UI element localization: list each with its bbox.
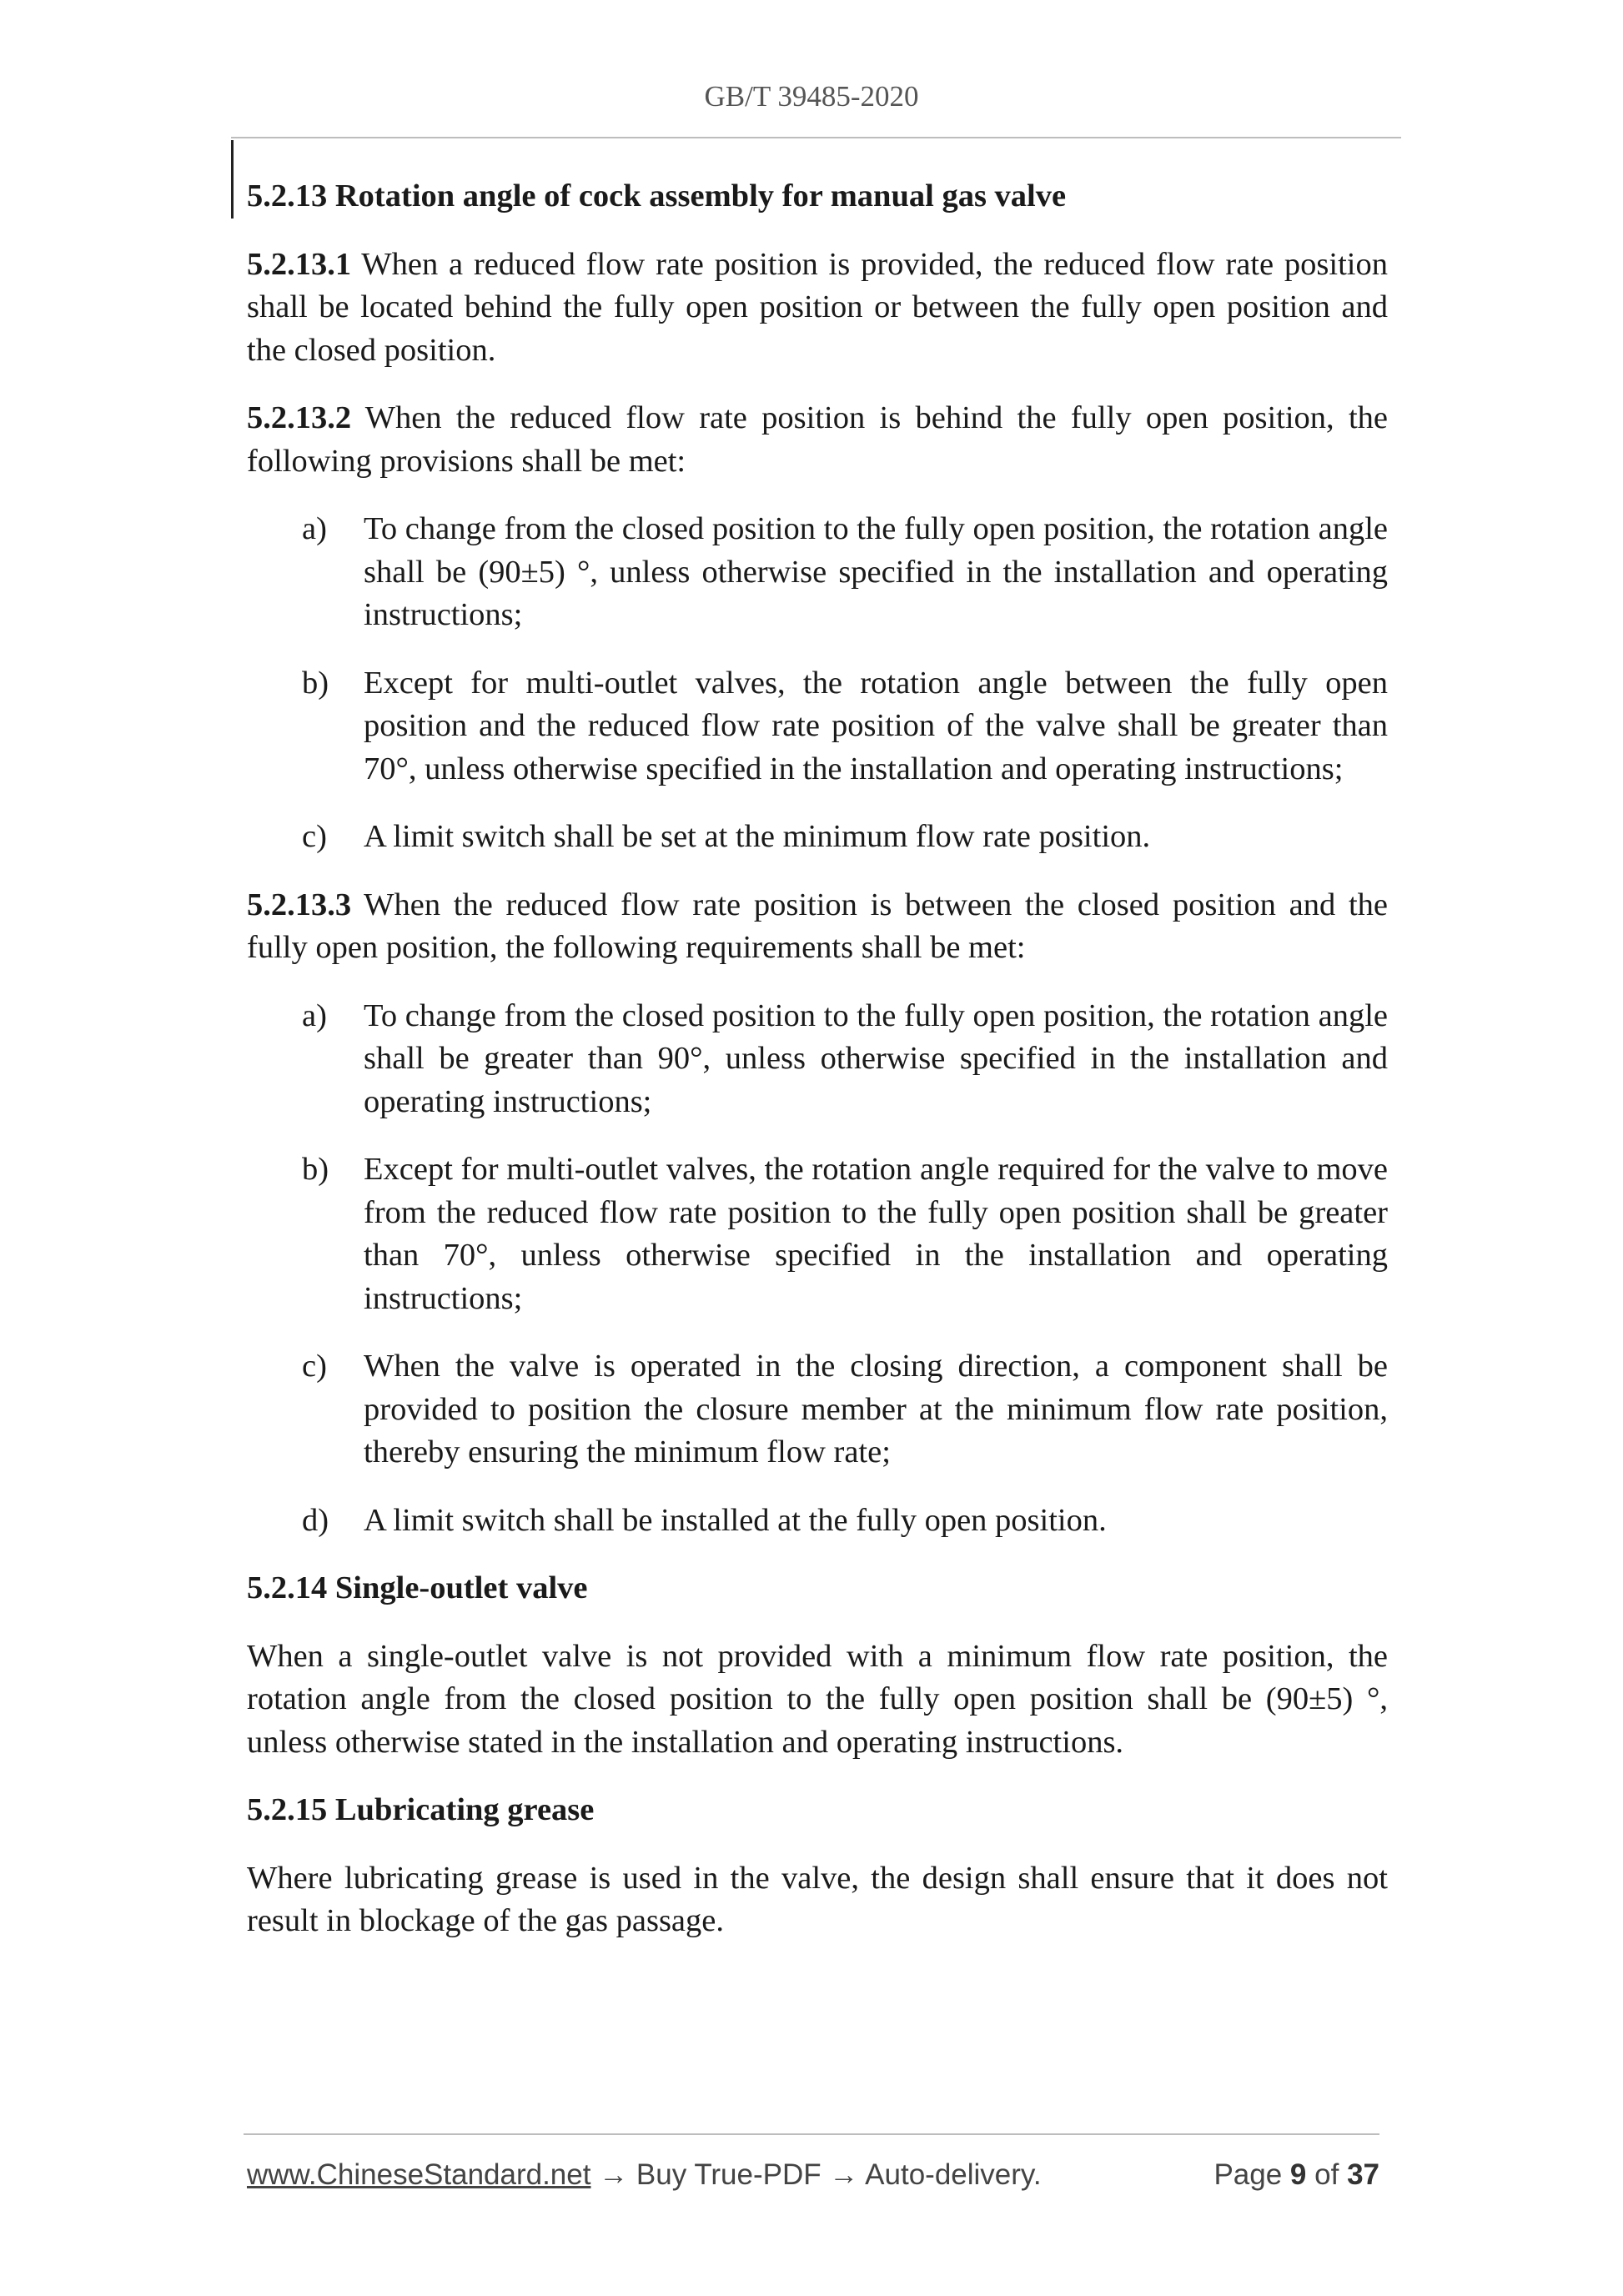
list-item-text: A limit switch shall be installed at the fully open position. [364, 1502, 1107, 1538]
section-heading-5-2-15: 5.2.15 Lubricating grease [247, 1792, 595, 1827]
website-link[interactable]: www.ChineseStandard.net [247, 2158, 591, 2191]
clause-number: 5.2.13.1 [247, 246, 352, 282]
clause-number: 5.2.13.2 [247, 400, 352, 435]
list-item [247, 1148, 1388, 1320]
page-number: 9 [1289, 2158, 1307, 2191]
clause-text: When the reduced flow rate position is behind the fully open position, the following provisions shall be met: [247, 400, 1388, 479]
list-item [247, 1345, 1388, 1475]
section-text-5-2-14: When a single-outlet valve is not provided with a minimum flow rate position, the rotation angle from the closed position to the fully open position shall be (90±5) °, unless otherwise stated in the installation and operating instructions. [247, 1638, 1388, 1760]
list-item-text: Except for multi-outlet valves, the rotation angle required for the valve to move from the reduced flow rate position to the fully open position shall be greater than 70°, unless otherwise specified in the installation and operating instructions; [364, 1152, 1388, 1316]
page-footer [247, 2158, 1379, 2200]
page-indicator [1213, 2158, 1379, 2192]
section-text-5-2-15: Where lubricating grease is used in the valve, the design shall ensure that it does not result in blockage of the gas passage. [247, 1860, 1388, 1938]
list-item-text: When the valve is operated in the closing direction, a component shall be provided to position the closure member at the minimum flow rate position, thereby ensuring the minimum flow rate; [364, 1349, 1388, 1470]
list-item-text: A limit switch shall be set at the minimum flow rate position. [364, 819, 1151, 854]
provision-list-5-2-13-2 [247, 508, 1388, 859]
footer-promo [247, 2158, 1042, 2192]
list-item [247, 816, 1388, 859]
of-word: of [1314, 2158, 1339, 2191]
list-item-label: c) [302, 819, 327, 854]
list-item-label: d) [302, 1502, 329, 1538]
list-item-label: a) [302, 511, 327, 546]
page-total: 37 [1347, 2158, 1379, 2191]
clause-5-2-13-3 [247, 884, 1388, 970]
header-divider [231, 137, 1401, 138]
document-body [247, 175, 1388, 1943]
clause-5-2-13-2 [247, 397, 1388, 483]
section-heading-5-2-14: 5.2.14 Single-outlet valve [247, 1570, 588, 1605]
list-item [247, 508, 1388, 637]
clause-text: When the reduced flow rate position is between the closed position and the fully open position, the following requirements shall be met: [247, 887, 1388, 965]
list-item-label: a) [302, 997, 327, 1033]
list-item-text: To change from the closed position to the fully open position, the rotation angle shall be greater than 90°, unless otherwise specified in the installation and operating instructions; [364, 997, 1388, 1119]
list-item-label: b) [302, 1152, 329, 1187]
list-item-text: Except for multi-outlet valves, the rotation angle between the fully open position and the reduced flow rate position of the valve shall be greater than 70°, unless otherwise specified in the installation and operating instructions; [364, 665, 1388, 786]
section-heading-5-2-13: 5.2.13 Rotation angle of cock assembly for manual gas valve [247, 178, 1067, 214]
footer-tagline: → Buy True-PDF → Auto-delivery. [590, 2158, 1042, 2191]
document-code-header: GB/T 39485-2020 [704, 80, 919, 113]
revision-change-bar [231, 140, 234, 219]
clause-5-2-13-1 [247, 244, 1388, 373]
requirement-list-5-2-13-3 [247, 995, 1388, 1543]
clause-text: When a reduced flow rate position is provided, the reduced flow rate position shall be located behind the fully open position or between the fully open position and the closed position. [247, 246, 1388, 368]
list-item [247, 662, 1388, 791]
page-word: Page [1213, 2158, 1283, 2191]
list-item [247, 995, 1388, 1124]
list-item-label: c) [302, 1349, 327, 1384]
clause-number: 5.2.13.3 [247, 887, 352, 922]
list-item [247, 1500, 1388, 1543]
footer-divider [244, 2133, 1379, 2135]
list-item-label: b) [302, 665, 329, 701]
list-item-text: To change from the closed position to the fully open position, the rotation angle shall be (90±5) °, unless otherwise specified in the installation and operating instructions; [364, 511, 1388, 632]
